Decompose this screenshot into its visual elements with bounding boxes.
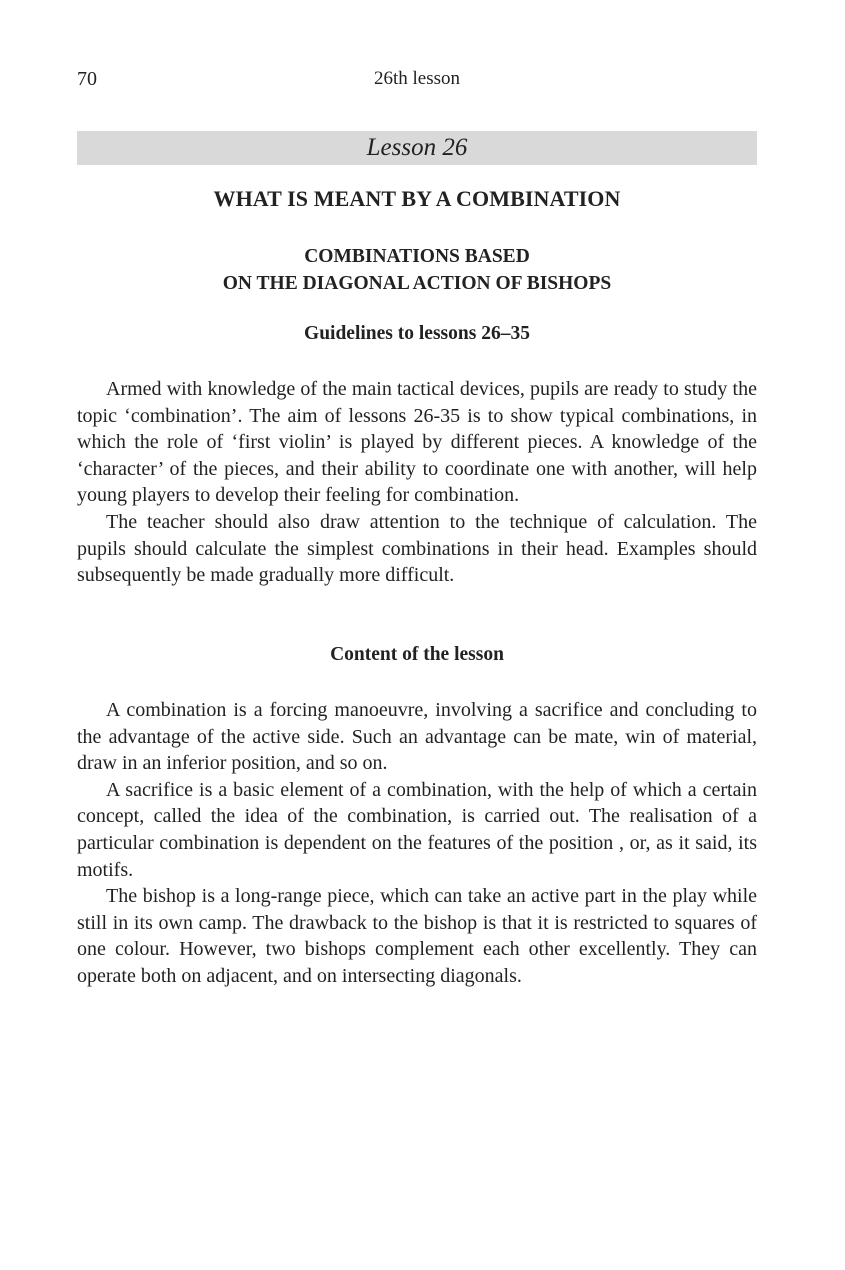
page-number: 70: [77, 68, 97, 90]
chapter-title: WHAT IS MEANT BY A COMBINATION: [213, 186, 621, 211]
paragraph: The teacher should also draw attention to the technique of calculation. The pupils should calculate the simplest combinations in their head. Examples should subsequently be made gradually more difficult.: [77, 510, 757, 587]
chapter-subtitle: [77, 243, 757, 297]
content-heading: Content of the lesson: [330, 644, 504, 665]
running-title: 26th lesson: [373, 68, 461, 89]
lesson-label-bar: Lesson 26: [77, 131, 757, 165]
guidelines-heading: Guidelines to lessons 26–35: [304, 323, 530, 344]
paragraph: A combination is a forcing manoeuvre, involving a sacrifice and concluding to the advantage of the active side. Such an advantage can be mate, win of material, draw in an inferior position, and so on.: [77, 699, 757, 775]
guidelines-text: [77, 376, 757, 589]
paragraph: The bishop is a long-range piece, which can take an active part in the play while still in its own camp. The drawback to the bishop is that it is restricted to squares of one colour. However, two bishops complement each other excellently. They can operate both on adjacent, and on intersecting diagonals.: [77, 885, 757, 987]
paragraph: Armed with knowledge of the main tactical devices, pupils are ready to study the topic ‘combination’. The aim of lessons 26-35 is to show typical combinations, in which the role of ‘first violin’ is played by different pieces. A knowledge of the ‘character’ of the pieces, and their ability to coordinate one with another, will help young players to develop their feeling for combination.: [77, 378, 757, 507]
paragraph: A sacrifice is a basic element of a combination, with the help of which a certain concept, called the idea of the combination, is carried out. The realisation of a particular combination is dependent on the features of the position , or, as it said, its motifs.: [77, 778, 757, 881]
running-head: [77, 68, 757, 94]
subtitle-line-2: ON THE DIAGONAL ACTION OF BISHOPS: [222, 273, 612, 294]
subtitle-line-1: COMBINATIONS BASED: [304, 246, 530, 267]
content-text: [77, 697, 757, 990]
